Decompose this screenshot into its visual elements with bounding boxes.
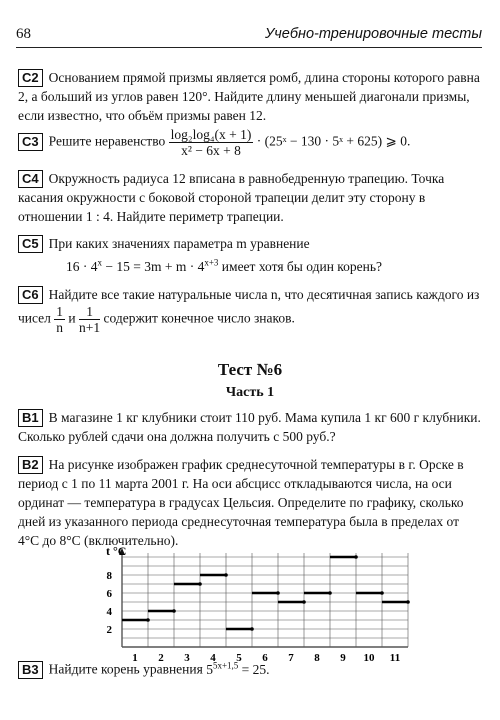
task-lead-b3: Найдите корень уравнения <box>48 661 203 677</box>
task-tail-c6: содержит конечное число знаков. <box>103 310 295 326</box>
x-tick-label: 9 <box>340 652 346 664</box>
x-tick-label: 2 <box>158 652 164 664</box>
y-tick-label: 6 <box>106 588 112 600</box>
fraction-numerator: 1 <box>56 304 64 319</box>
data-point <box>302 600 306 604</box>
task-b3 <box>18 656 482 679</box>
eq-exponent: x+3 <box>204 257 219 267</box>
fraction-denominator: n <box>56 320 64 335</box>
x-tick-label: 1 <box>132 652 138 664</box>
task-c4 <box>18 169 482 226</box>
conjunction: и <box>68 310 76 326</box>
task-lead-c3: Решите неравенство <box>48 133 166 149</box>
running-title: Учебно-тренировочные тесты <box>265 26 482 42</box>
x-tick-label: 8 <box>314 652 320 664</box>
task-label-c5: C5 <box>18 235 43 253</box>
y-axis-label: t °C <box>106 544 127 558</box>
fraction-1-over-n <box>54 304 65 335</box>
task-b2 <box>18 455 482 550</box>
x-tick-label: 5 <box>236 652 242 664</box>
fraction-denominator: n+1 <box>79 320 101 335</box>
eq-part: − 15 = 3m + m · 4 <box>102 258 205 274</box>
task-label-c4: C4 <box>18 170 43 188</box>
task-text-c4: Окружность радиуса 12 вписана в равнобедренную трапецию. Точка касания окружности с боковой стороной трапеции делит эту сторону в отношении 1 : 4. Найдите периметр трапеции. <box>18 171 445 224</box>
data-point <box>406 600 410 604</box>
task-c6 <box>18 285 482 335</box>
eq-tail: имеет хотя бы один корень? <box>218 258 383 274</box>
data-point <box>198 582 202 586</box>
task-label-b1: B1 <box>18 409 43 427</box>
data-point <box>380 591 384 595</box>
data-point <box>328 591 332 595</box>
task-text-c2: Основанием прямой призмы является ромб, длина стороны которого равна 2, а больший из углов равен 120°. Найдите длину меньшей диагонали призмы, если известно, что объём призмы равен 12. <box>18 70 480 123</box>
fraction-denominator: x² − 6x + 8 <box>181 143 241 158</box>
eq-exponent: 5x+1,5 <box>212 660 239 670</box>
task-tail-c3: · (25ˣ − 130 · 5ˣ + 625) ⩾ 0. <box>256 133 411 149</box>
task-label-b3: B3 <box>18 661 43 679</box>
eq-exponent: x <box>97 257 102 267</box>
y-tick-label: 4 <box>106 606 112 618</box>
page-number: 68 <box>16 26 31 42</box>
equation-b3 <box>206 662 269 677</box>
task-line1-c6: Найдите все такие натуральные числа n, что десятичная запись каждого из чисел <box>18 287 480 326</box>
x-tick-label: 4 <box>210 652 216 664</box>
task-c5 <box>18 234 482 276</box>
task-text-b1: В магазине 1 кг клубники стоит 110 руб. Мама купила 1 кг 600 г клубники. Сколько рублей сдачи она должна получить с 500 руб.? <box>18 410 481 444</box>
data-point <box>354 555 358 559</box>
data-point <box>224 573 228 577</box>
data-point <box>172 609 176 613</box>
x-tick-label: 10 <box>363 652 375 664</box>
task-label-c6: C6 <box>18 286 43 304</box>
task-b1 <box>18 408 482 446</box>
data-point <box>146 618 150 622</box>
x-tick-label: 7 <box>288 652 294 664</box>
task-label-c3: C3 <box>18 133 43 151</box>
part-title: Часть 1 <box>225 385 275 400</box>
y-tick-label: 8 <box>106 570 112 582</box>
data-point <box>276 591 280 595</box>
fraction-numerator: 1 <box>79 304 100 320</box>
x-tick-label: 6 <box>262 652 268 664</box>
task-line1-c5: При каких значениях параметра m уравнение <box>48 236 310 251</box>
temperature-chart <box>90 544 420 664</box>
task-text-b2: На рисунке изображен график среднесуточной температуры в г. Орске в период с 1 по 11 марта 2001 г. На оси абсцисс откладываются числа, на оси ординат — температура в градусах Цельсия. Определите по графику, сколько дней из указанного периода среднесуточная температура была в пределах от 4°C до 8°C (включительно). <box>18 457 464 548</box>
test-title: Тест №6 <box>217 360 283 379</box>
task-label-c2: C2 <box>18 69 43 87</box>
x-tick-label: 11 <box>389 652 401 664</box>
equation-c5 <box>66 259 382 274</box>
eq-part: 16 · 4 <box>66 258 98 274</box>
y-tick-label: 2 <box>106 624 112 636</box>
task-c3 <box>18 127 482 158</box>
eq-tail: = 25. <box>238 661 270 677</box>
task-c2 <box>18 68 482 125</box>
eq-base: 5 <box>206 661 213 677</box>
x-tick-label: 3 <box>184 652 190 664</box>
header-rule <box>16 47 482 48</box>
fraction-numerator: log₂log₄(x + 1) <box>170 127 252 142</box>
data-point <box>250 627 254 631</box>
fraction-c3 <box>169 127 254 158</box>
fraction-1-over-n-plus-1 <box>79 304 100 335</box>
task-label-b2: B2 <box>18 456 43 474</box>
